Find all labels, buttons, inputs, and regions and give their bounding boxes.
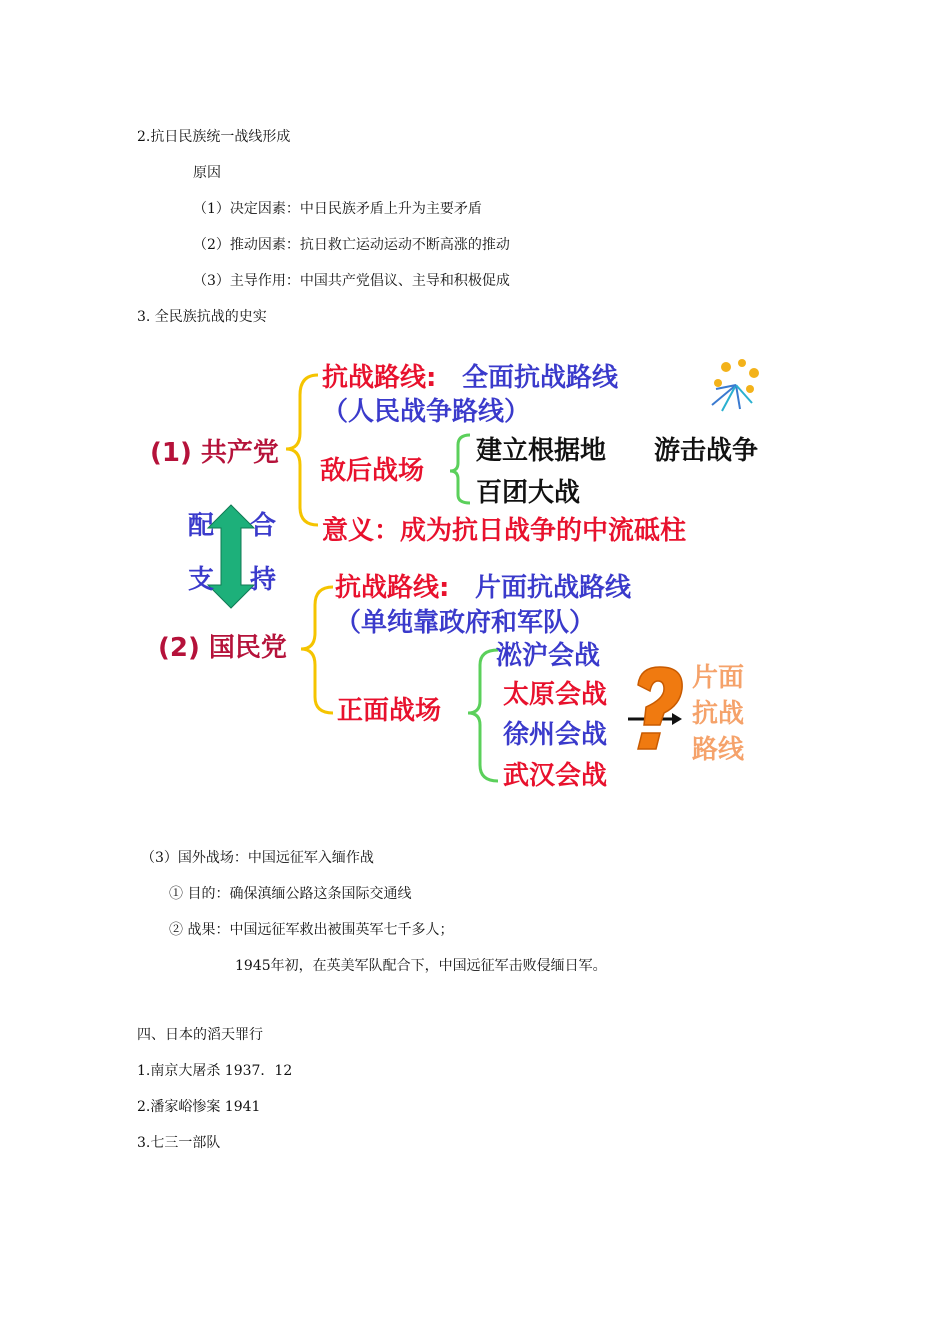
cpc-item-base-areas: 建立根据地 (476, 436, 607, 466)
result-arrowhead (672, 713, 682, 725)
reason-label: 原因 (193, 165, 221, 181)
result-line-1: 片面 (692, 663, 745, 693)
section-2-heading: 2.抗日民族统一战线形成 (137, 129, 291, 145)
cpc-battlefield: 敌后战场 (320, 456, 425, 486)
crime-item-2: 2.潘家峪惨案 1941 (137, 1099, 261, 1115)
battle-wuhan: 武汉会战 (503, 761, 608, 791)
overseas-heading: （3）国外战场：中国远征军入缅作战 (141, 850, 374, 866)
kmt-route-value: 片面抗战路线 (475, 573, 632, 603)
crime-item-1: 1.南京大屠杀 1937．12 (137, 1063, 293, 1079)
cpc-significance: 意义：成为抗日战争的中流砥柱 (322, 516, 687, 546)
link-char-he: 合 (250, 511, 277, 541)
link-char-pei: 配 (188, 511, 215, 541)
cpc-route-value: 全面抗战路线 (462, 363, 619, 393)
cpc-sub-brace (450, 435, 470, 503)
cpc-label: (1) 共产党 (150, 438, 279, 468)
overseas-result-2: 1945年初，在英美军队配合下，中国远征军击败侵缅日军。 (235, 958, 607, 974)
cpc-route-key: 抗战路线: (322, 363, 437, 393)
battle-xuzhou: 徐州会战 (503, 720, 608, 750)
reason-2: （2）推动因素：抗日救亡运动运动不断高涨的推动 (193, 237, 510, 253)
mutual-support-arrow (208, 505, 254, 608)
kmt-battlefield: 正面战场 (337, 696, 442, 726)
kmt-route-sub: （单纯靠政府和军队） (335, 608, 596, 638)
result-line-2: 抗战 (692, 699, 745, 729)
kmt-brace (301, 587, 333, 713)
battle-songhu: 淞沪会战 (496, 641, 601, 671)
link-char-zhi: 支 (188, 565, 215, 595)
cpc-item-guerrilla: 游击战争 (654, 436, 759, 466)
firework-icon (712, 359, 759, 411)
cpc-item-hundred-regiments: 百团大战 (476, 478, 581, 508)
kmt-route-key: 抗战路线: (335, 573, 450, 603)
reason-3: （3）主导作用：中国共产党倡议、主导和积极促成 (193, 273, 510, 289)
link-char-chi: 持 (250, 565, 277, 595)
reason-1: （1）决定因素：中日民族矛盾上升为主要矛盾 (193, 201, 482, 217)
crime-item-3: 3.七三一部队 (137, 1135, 221, 1151)
battle-taiyuan: 太原会战 (503, 680, 608, 710)
overseas-purpose: ① 目的：确保滇缅公路这条国际交通线 (169, 886, 412, 902)
cpc-brace (286, 375, 318, 525)
kmt-label: (2) 国民党 (158, 633, 287, 663)
result-line-3: 路线 (692, 735, 745, 765)
question-mark-icon (638, 667, 682, 749)
kmt-sub-brace (468, 650, 498, 781)
section-4-heading: 四、日本的滔天罪行 (137, 1027, 263, 1043)
section-3-heading: 3. 全民族抗战的史实 (137, 309, 267, 325)
overseas-result: ② 战果：中国远征军救出被围英军七千多人； (169, 922, 454, 938)
war-fronts-diagram (0, 345, 950, 815)
cpc-route-sub: （人民战争路线） (322, 397, 531, 427)
